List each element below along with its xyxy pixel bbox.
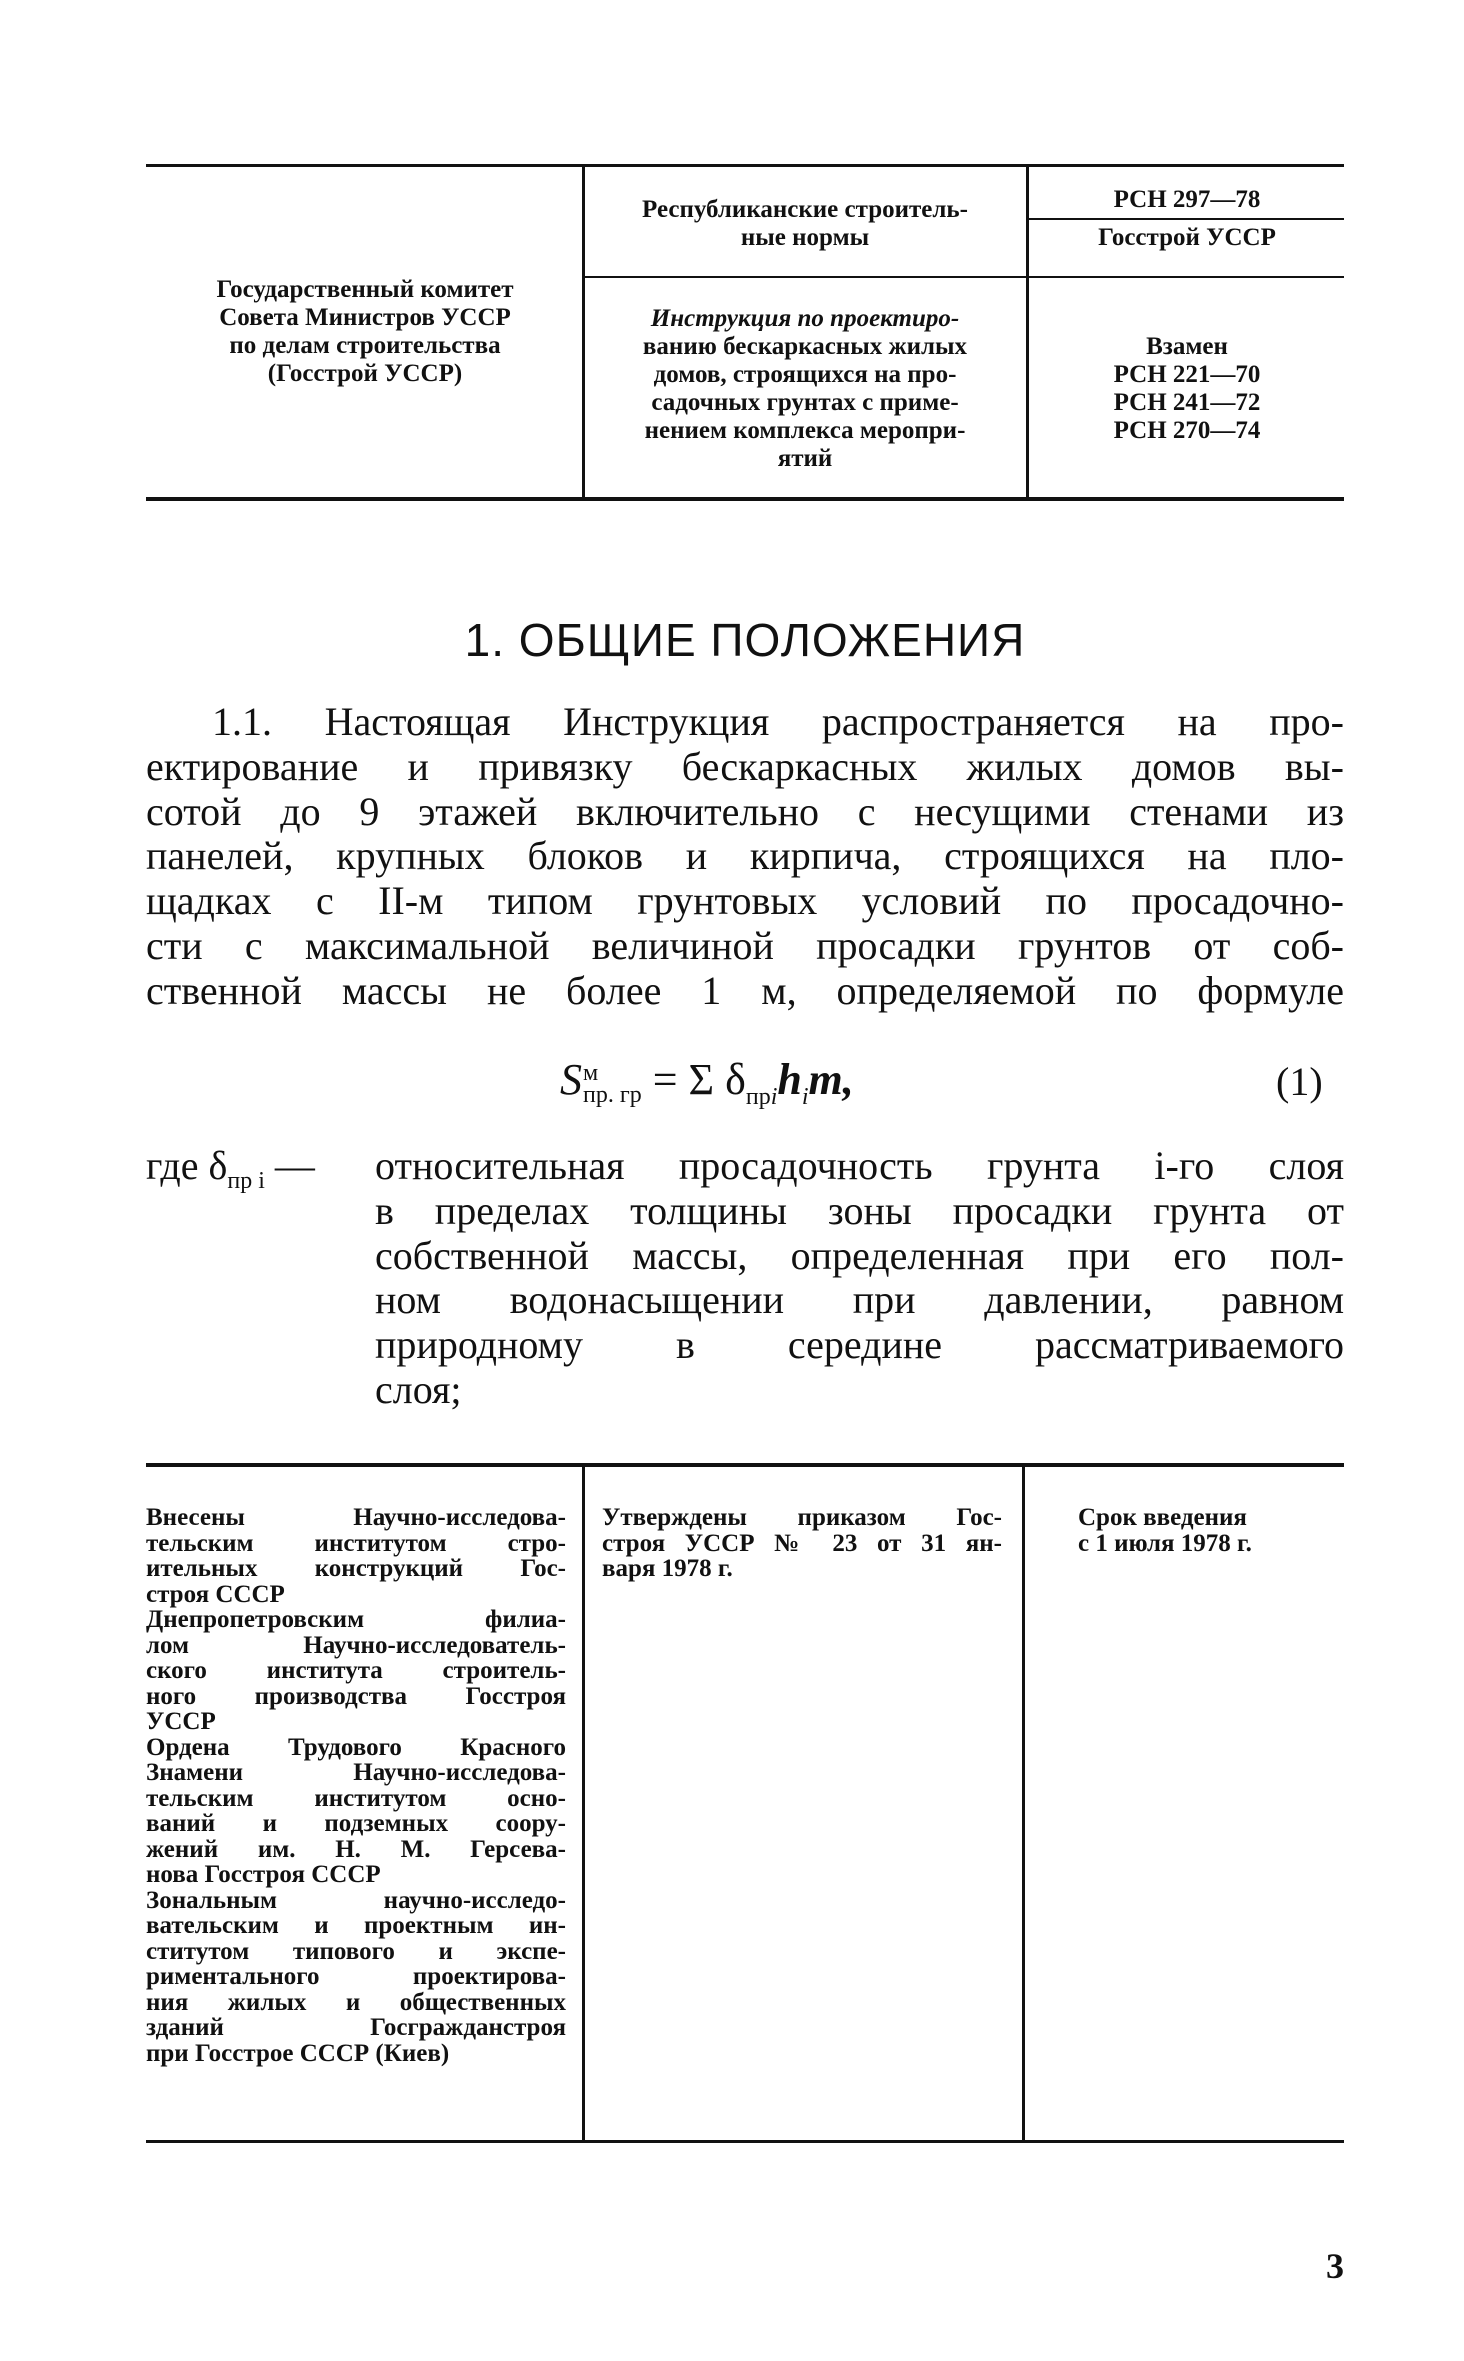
- formula-delta: δ: [725, 1055, 746, 1104]
- definition-line: собственной массы, определенная при его пол-: [375, 1232, 1344, 1278]
- approved-line: Утверждены приказом Гос-: [602, 1504, 1002, 1531]
- footer-introduced: [146, 1505, 566, 2066]
- committee-line: (Госстрой УССР): [267, 360, 463, 387]
- introduced-line: зданий Госгражданстроя: [146, 2014, 566, 2041]
- introduced-line: вательским и проектным ин-: [146, 1912, 566, 1939]
- introduced-line: Внесены Научно-исследова-: [146, 1504, 566, 1531]
- introduced-line: тельским институтом осно-: [146, 1784, 566, 1812]
- paragraph-line: ектирование и привязку бескаркасных жилых домов вы-: [146, 743, 1344, 789]
- introduced-line: лом Научно-исследователь-: [146, 1631, 566, 1659]
- formula-equals-sum: = Σ: [641, 1055, 726, 1104]
- header-replace-rule: [1029, 276, 1344, 278]
- header-divider-2: [1026, 164, 1029, 499]
- introduced-line: строя СССР: [146, 1580, 285, 1608]
- introduced-line: УССР: [146, 1708, 216, 1735]
- title-line: ятий: [777, 445, 833, 472]
- footer-bottom-rule: [146, 2140, 1344, 2143]
- header-replaces: [1032, 333, 1342, 445]
- page-number: 3: [1326, 2246, 1344, 2286]
- formula-m: m,: [808, 1055, 854, 1104]
- formula-delta-index: i: [770, 1083, 778, 1110]
- header-norms-type: [590, 196, 1020, 252]
- formula-h: h: [777, 1055, 802, 1104]
- replaced-doc: РСН 221—70: [1113, 361, 1261, 388]
- replaced-doc: РСН 270—74: [1113, 417, 1261, 444]
- where-sub: пр i: [227, 1168, 265, 1194]
- formula-s-sup: м: [583, 1059, 599, 1086]
- definition-line: ном водонасыщении при давлении, равном: [375, 1277, 1344, 1323]
- title-line: нением комплекса меропри-: [644, 417, 966, 444]
- introduced-line: тельским институтом стро-: [146, 1529, 566, 1557]
- replaced-doc: РСН 241—72: [1113, 389, 1261, 416]
- equation-number: (1): [1276, 1059, 1323, 1104]
- paragraph-1-1: [146, 700, 1344, 1014]
- footer-top-rule: [146, 1463, 1344, 1467]
- introduced-line: ного производства Госстроя: [146, 1682, 566, 1710]
- introduced-line: жений им. Н. М. Герсева-: [146, 1835, 566, 1863]
- introduced-line: Зональным научно-исследо-: [146, 1886, 566, 1914]
- title-line: садочных грунтах с приме-: [651, 389, 959, 416]
- definition-line: природному в середине рассматриваемого: [375, 1322, 1344, 1368]
- header-issuer: Госстрой УССР: [1098, 224, 1276, 251]
- title-line: ванию бескаркасных жилых: [642, 333, 968, 360]
- header-norms-rule: [584, 276, 1026, 278]
- definition-line: слоя;: [375, 1366, 462, 1412]
- replaces-label: Взамен: [1146, 333, 1228, 360]
- formula-s-sub: пр. гр: [583, 1081, 642, 1108]
- introduced-line: ния жилых и общественных: [146, 1988, 566, 2016]
- committee-line: Государственный комитет: [216, 276, 514, 303]
- formula-s: S: [560, 1055, 582, 1104]
- where-prefix: где δ: [146, 1143, 228, 1188]
- effective-line: с 1 июля 1978 г.: [1078, 1529, 1252, 1557]
- header-code-rule: [1029, 218, 1344, 220]
- title-line: домов, строящихся на про-: [653, 361, 957, 388]
- introduced-line: Ордена Трудового Красного: [146, 1733, 566, 1761]
- formula-1: [560, 1050, 854, 1127]
- introduced-line: ститутом типового и экспе-: [146, 1937, 566, 1965]
- effective-line: Срок введения: [1078, 1504, 1247, 1531]
- header-document-title: [590, 305, 1020, 473]
- formula-h-index: i: [801, 1083, 809, 1110]
- header-bottom-rule: [146, 497, 1344, 501]
- committee-line: по делам строительства: [229, 332, 501, 359]
- footer-approved: [602, 1505, 1002, 1582]
- introduced-line: Днепропетровским филиа-: [146, 1606, 566, 1633]
- introduced-line: ваний и подземных соору-: [146, 1810, 566, 1837]
- where-dash: —: [264, 1143, 315, 1188]
- committee-line: Совета Министров УССР: [219, 304, 511, 331]
- where-definition: [375, 1144, 1344, 1413]
- approved-line: варя 1978 г.: [602, 1555, 733, 1582]
- approved-line: строя УССР № 23 от 31 ян-: [602, 1529, 1002, 1557]
- definition-line: в пределах толщины зоны просадки грунта от: [375, 1187, 1344, 1233]
- header-top-rule: [146, 164, 1344, 167]
- where-label: [146, 1144, 315, 1204]
- norms-line: Республиканские строитель-: [642, 196, 968, 223]
- paragraph-line: панелей, крупных блоков и кирпича, строящихся на пло-: [146, 833, 1344, 879]
- introduced-line: Знамени Научно-исследова-: [146, 1759, 566, 1786]
- footer-divider-2: [1022, 1466, 1025, 2142]
- introduced-line: ительных конструкций Гос-: [146, 1555, 566, 1582]
- paragraph-line: 1.1. Настоящая Инструкция распространяется на про-: [212, 699, 1344, 744]
- header-divider-1: [582, 164, 585, 499]
- footer-divider-1: [582, 1466, 585, 2142]
- title-line: Инструкция по проектиро-: [650, 305, 960, 332]
- section-title: 1. ОБЩИЕ ПОЛОЖЕНИЯ: [464, 614, 1026, 666]
- norms-line: ные нормы: [740, 224, 870, 251]
- definition-line: относительная просадочность грунта i-го слоя: [375, 1143, 1344, 1188]
- formula-delta-sub: пр: [745, 1083, 771, 1110]
- footer-effective-date: [1078, 1505, 1338, 1556]
- paragraph-line: сти с максимальной величиной просадки грунтов от соб-: [146, 922, 1344, 968]
- paragraph-line: щадках с II-м типом грунтовых условий по просадочно-: [146, 878, 1344, 924]
- paragraph-line: ственной массы не более 1 м, определяемой по формуле: [146, 967, 1344, 1013]
- introduced-line: нова Госстроя СССР: [146, 1861, 381, 1888]
- paragraph-line: сотой до 9 этажей включительно с несущими стенами из: [146, 788, 1344, 834]
- introduced-line: при Госстрое СССР (Киев): [146, 2039, 450, 2067]
- introduced-line: ского института строитель-: [146, 1657, 566, 1684]
- header-committee: [150, 276, 580, 388]
- introduced-line: риментального проектирова-: [146, 1963, 566, 1990]
- header-code: РСН 297—78: [1113, 186, 1261, 213]
